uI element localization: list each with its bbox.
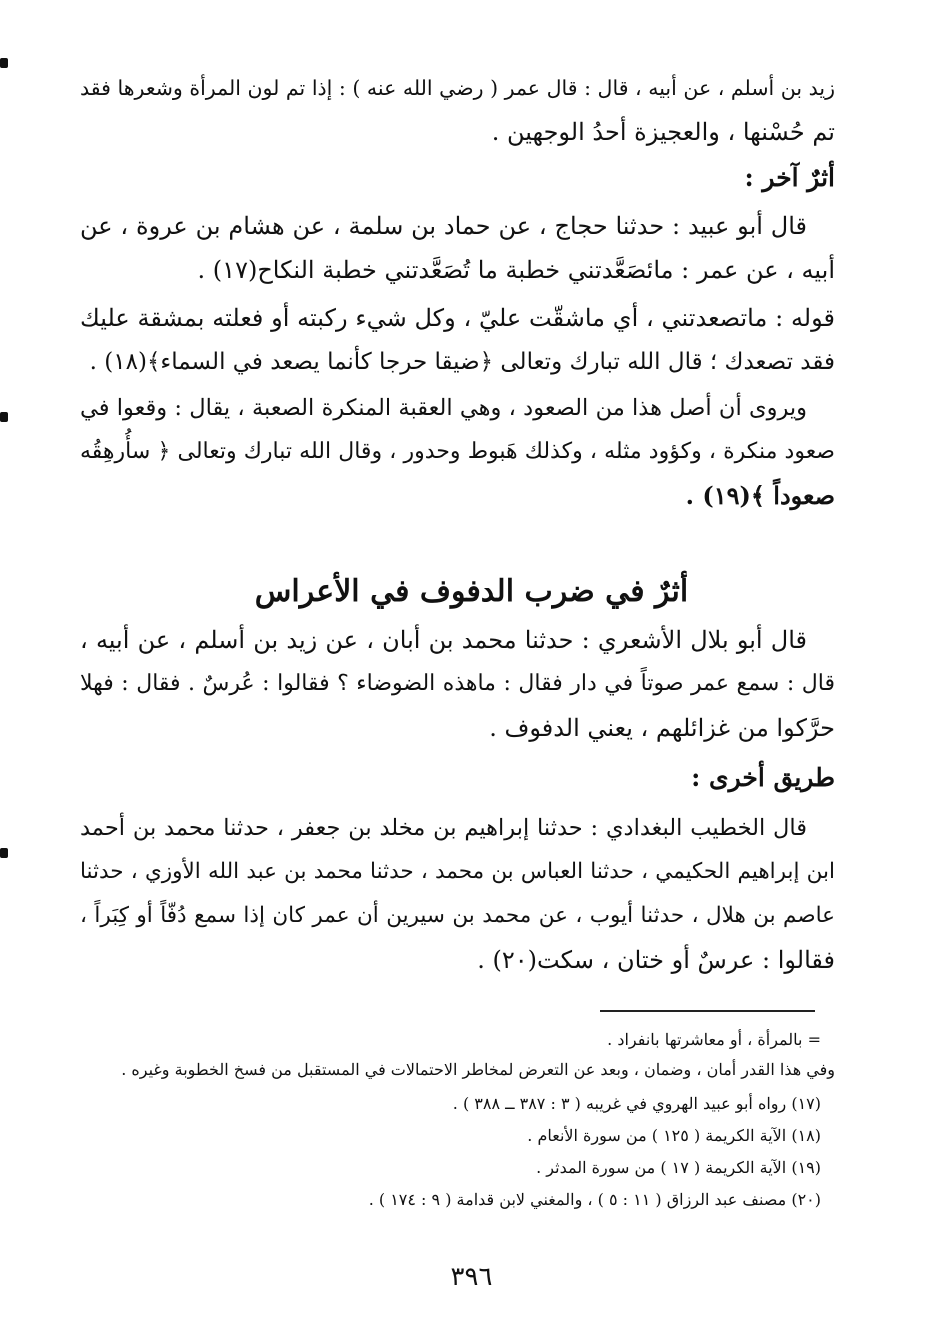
footnote: (١٩) الآية الكريمة ( ١٧ ) من سورة المدثر . xyxy=(536,1158,821,1177)
text-line: ويروى أن أصل هذا من الصعود ، وهي العقبة المنكرة الصعبة ، يقال : وقعوا في xyxy=(80,395,807,421)
margin-mark-lower xyxy=(0,848,8,858)
paragraph-abu-bilal xyxy=(80,618,835,750)
paragraph-abu-ubaid xyxy=(80,204,835,292)
subheading-tariq-ukhra xyxy=(80,756,835,800)
paragraph-explanation xyxy=(80,296,835,384)
footnote: (١٨) الآية الكريمة ( ١٢٥ ) من سورة الأنعام . xyxy=(527,1126,821,1145)
text-line: قال أبو عبيد : حدثنا حجاج ، عن حماد بن سلمة ، عن هشام بن عروة ، عن xyxy=(80,212,808,240)
text-line: فقالوا : عرسٌ أو ختان ، سكت(٢٠) . xyxy=(477,946,835,974)
section-title-duf: أثرٌ في ضرب الدفوف في الأعراس xyxy=(254,574,689,609)
opening-paragraph xyxy=(80,66,835,154)
text-line: قال : سمع عمر صوتاً في دار فقال : ماهذه الضوضاء ؟ فقالوا : عُرسٌ . فقال : فهلا xyxy=(80,671,835,696)
text-line: حرَّكوا من غزائلهم ، يعني الدفوف . xyxy=(489,714,835,742)
text-line: قال الخطيب البغدادي : حدثنا إبراهيم بن مخلد بن جعفر ، حدثنا محمد بن أحمد xyxy=(80,815,807,841)
paragraph-origin xyxy=(80,386,835,518)
footnote-rule xyxy=(600,1010,815,1012)
margin-mark-top xyxy=(0,58,8,68)
margin-mark-middle xyxy=(0,412,8,422)
footnote: (١٧) رواه أبو عبيد الهروي في غريبه ( ٣ : ٣٨٧ ــ ٣٨٨ ) . xyxy=(452,1094,821,1113)
section-heading-athar-akhar xyxy=(80,156,835,200)
text-line: فقد تصعدك ؛ قال الله تبارك وتعالى ﴿ضيقا حرجا كأنما يصعد في السماء﴾(١٨) . xyxy=(89,349,835,375)
text-line: قال أبو بلال الأشعري : حدثنا محمد بن أبان ، عن زيد بن أسلم ، عن أبيه ، xyxy=(80,626,807,654)
text-line: ابن إبراهيم الحكيمي ، حدثنا العباس بن محمد ، حدثنا محمد بن عبد الله الأوزي ، حدثنا xyxy=(80,859,835,884)
text-line: زيد بن أسلم ، عن أبيه ، قال : قال عمر ( رضي الله عنه ) : إذا تم لون المرأة وشعرها فقد xyxy=(80,76,835,100)
page-number: ٣٩٦ xyxy=(450,1262,493,1292)
paragraph-khatib xyxy=(80,806,835,982)
text-line: صعوداً ﴾(١٩) . xyxy=(685,481,835,510)
text-line: قوله : ماتصعدتني ، أي ماشقّت عليّ ، وكل شيء ركبته أو فعلته بمشقة عليك xyxy=(80,304,835,332)
footnote: وفي هذا القدر أمان ، وضمان ، وبعد عن التعرض لمخاطر الاحتمالات في المستقبل من فسخ الخطوبة وغيره . xyxy=(121,1060,835,1079)
subheading: طريق أخرى : xyxy=(691,763,835,792)
text-line: تم حُسْنها ، والعجيزة أحدُ الوجهين . xyxy=(491,118,835,146)
footnote: = بالمرأة ، أو معاشرتها بانفراد . xyxy=(607,1030,821,1049)
text-line: عاصم بن هلال ، حدثنا أيوب ، عن محمد بن سيرين أن عمر كان إذا سمع دُفّاً أو كِبَراً ، xyxy=(80,903,835,928)
section-heading: أثرٌ آخر : xyxy=(744,163,835,192)
text-line: أبيه ، عن عمر : مائصَعَّدتني خطبة ما تُصَعَّدتني خطبة النكاح(١٧) . xyxy=(197,256,835,284)
text-line: صعود منكرة ، وكؤود مثله ، وكذلك هَبوط وحدور ، وقال الله تبارك وتعالى ﴿ سأُرهِقُه xyxy=(80,439,835,464)
footnote: (٢٠) مصنف عبد الرزاق ( ١١ : ٥ ) ، والمغني لابن قدامة ( ٩ : ١٧٤ ) . xyxy=(368,1190,821,1209)
